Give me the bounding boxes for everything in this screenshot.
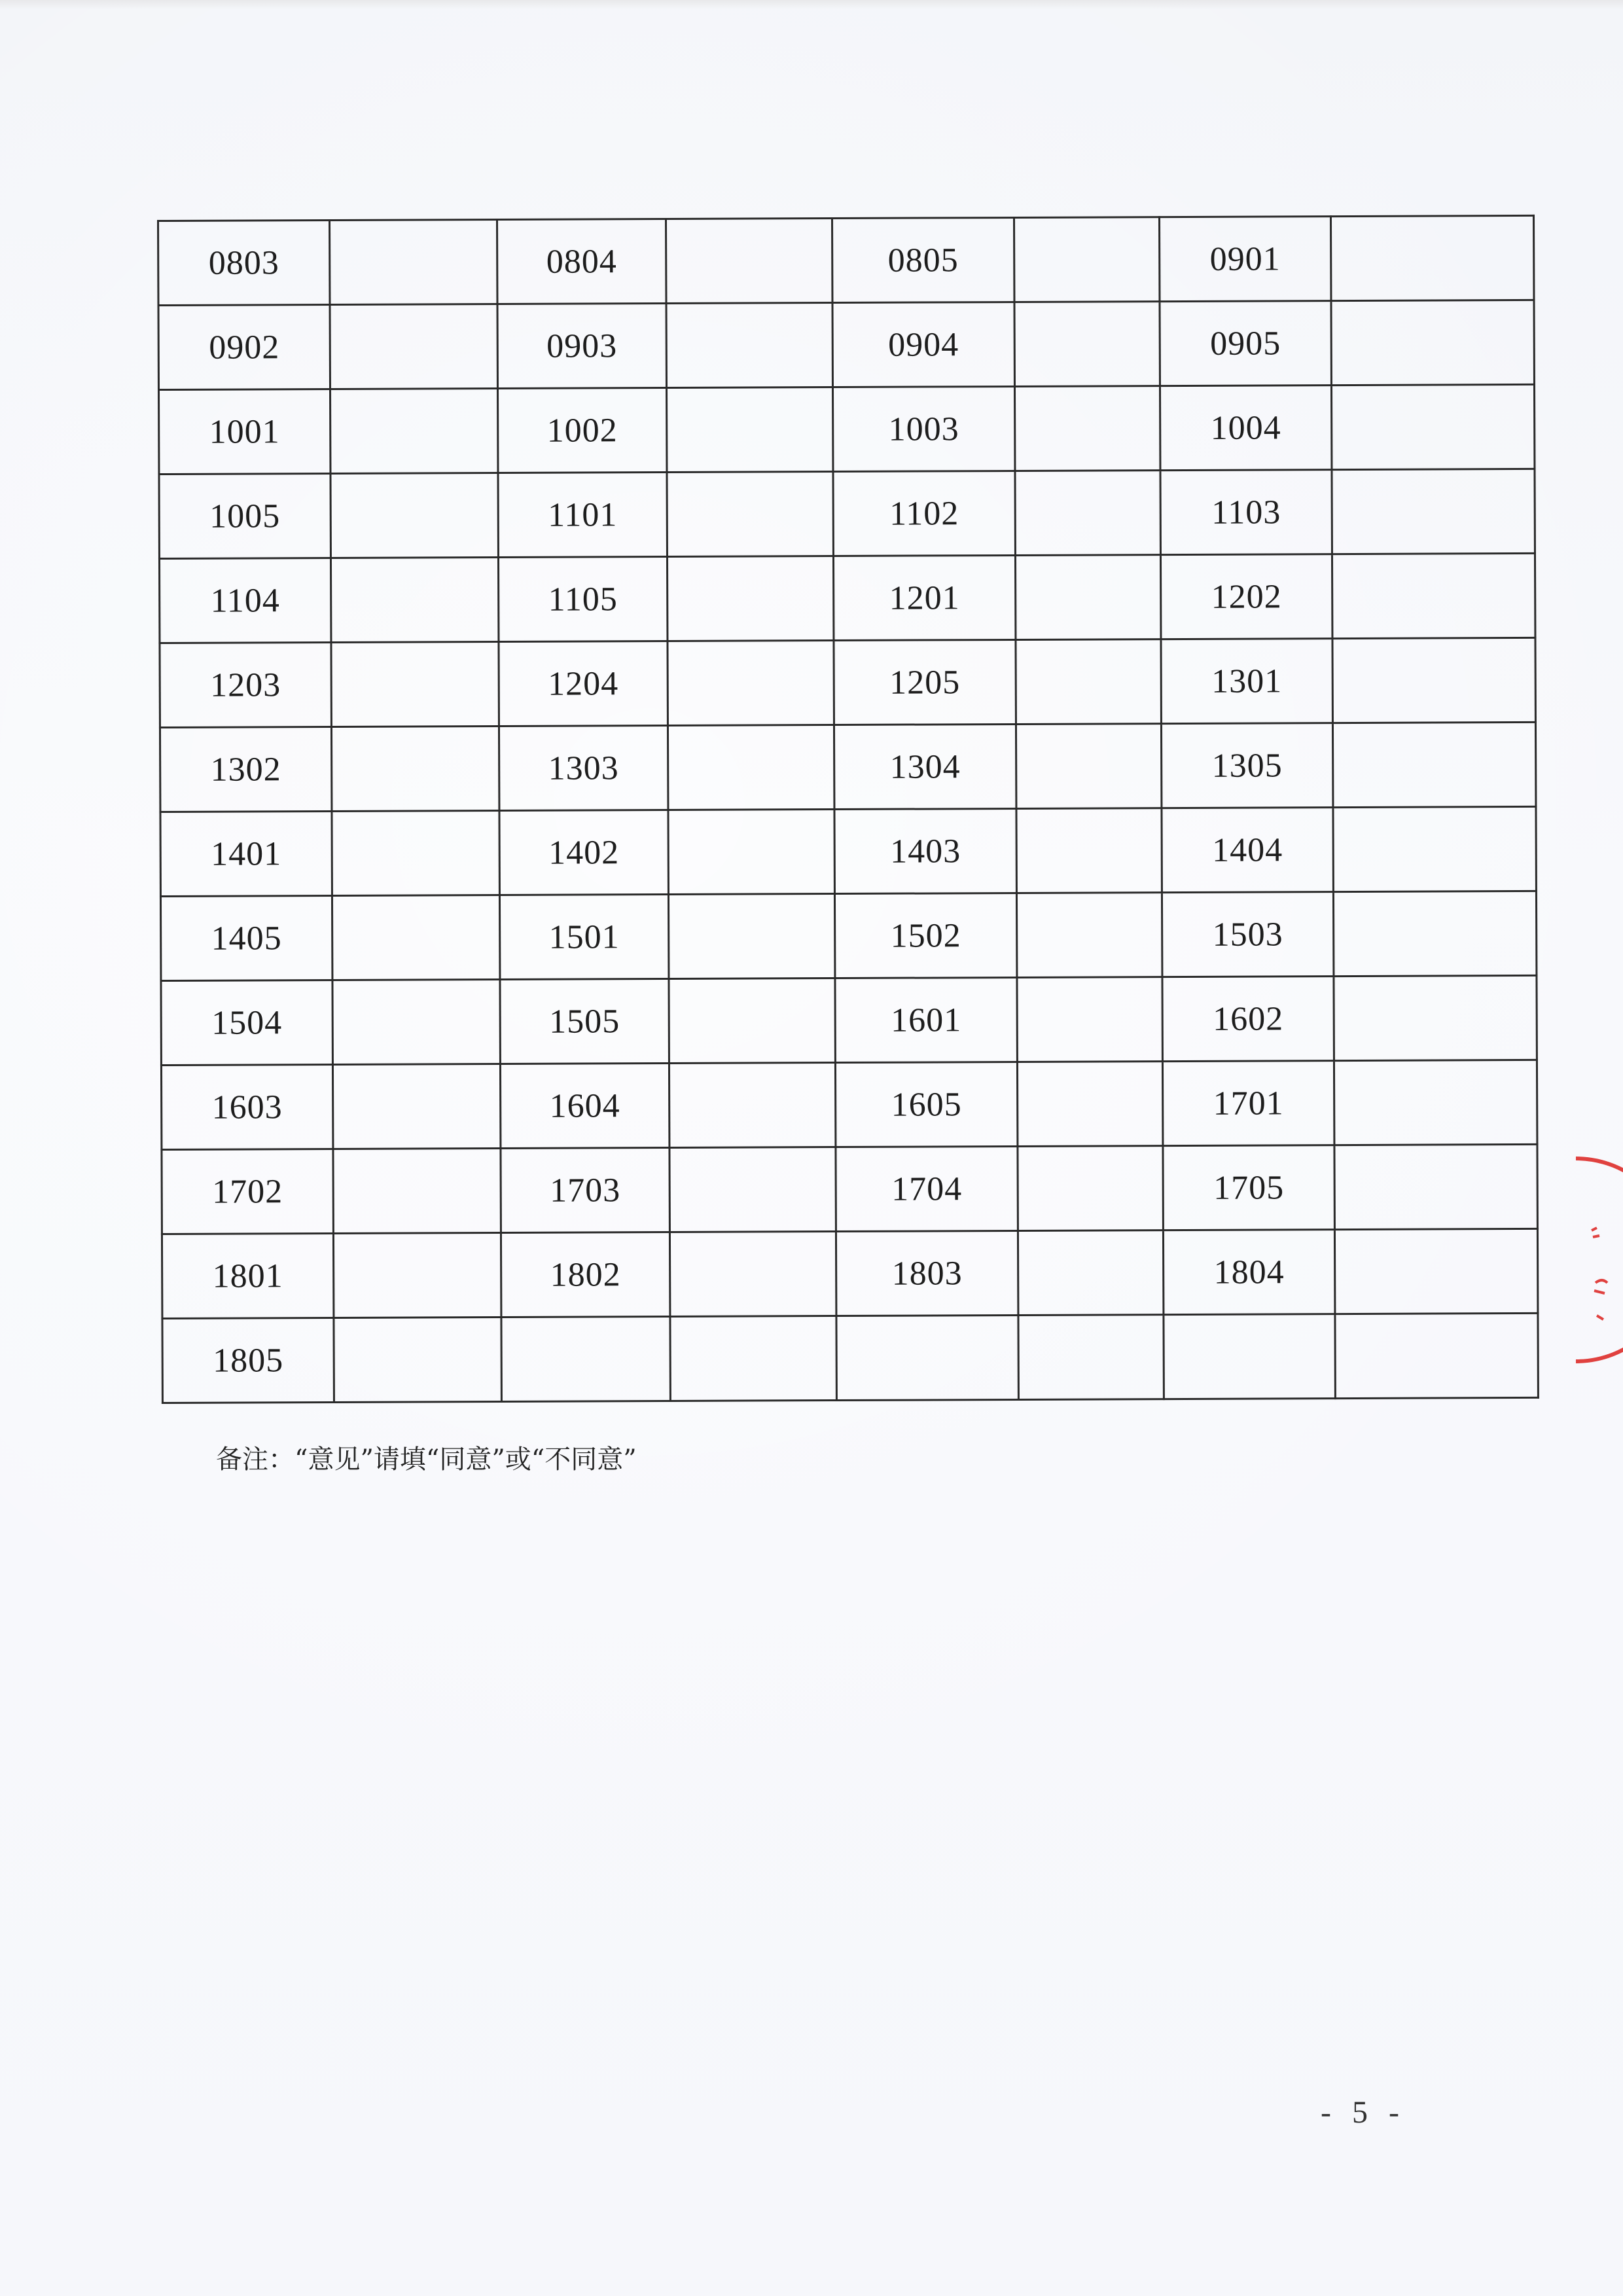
room-number-cell: 1205	[834, 639, 1016, 725]
room-number-cell: 1304	[834, 724, 1016, 809]
room-number-cell: 0805	[832, 217, 1014, 302]
opinion-cell	[1018, 1146, 1163, 1231]
opinion-cell	[332, 895, 499, 980]
opinion-cell	[669, 1232, 836, 1317]
opinion-cell	[330, 473, 498, 558]
opinion-cell	[1017, 1062, 1162, 1147]
room-number-cell: 1405	[160, 895, 332, 980]
table-row	[160, 806, 1536, 896]
room-number-cell: 1004	[1160, 386, 1331, 471]
room-number-cell: 1802	[501, 1232, 669, 1318]
opinion-cell	[332, 810, 499, 895]
opinion-cell	[1334, 1060, 1537, 1145]
room-number-cell: 1001	[158, 389, 330, 474]
opinion-cell	[1331, 300, 1534, 385]
room-number-cell: 1303	[499, 726, 668, 811]
room-number-cell: 1803	[836, 1230, 1018, 1316]
opinion-cell	[1016, 893, 1162, 978]
room-number-cell: 1202	[1160, 554, 1332, 639]
room-number-cell: 1502	[834, 893, 1016, 978]
vote-table-container	[157, 215, 1537, 1404]
opinion-cell	[1014, 386, 1160, 471]
room-number-cell: 1404	[1162, 808, 1333, 893]
seal-graphic	[1550, 1152, 1623, 1368]
page-number: - 5 -	[1321, 2095, 1406, 2130]
opinion-cell	[330, 220, 497, 305]
room-number-cell: 1504	[161, 980, 332, 1065]
room-number-cell	[836, 1315, 1018, 1400]
opinion-cell	[669, 1147, 836, 1232]
opinion-cell	[330, 304, 497, 389]
opinion-cell	[1015, 471, 1160, 556]
opinion-cell	[1333, 891, 1536, 976]
room-number-cell: 1104	[159, 558, 330, 643]
vote-table-body	[158, 215, 1539, 1403]
room-number-cell: 1705	[1163, 1145, 1334, 1230]
room-number-cell: 1503	[1162, 892, 1333, 977]
room-number-cell: 1805	[162, 1318, 334, 1403]
room-number-cell: 1401	[160, 811, 332, 896]
room-number-cell: 1002	[497, 388, 666, 473]
opinion-cell	[1334, 1229, 1537, 1314]
vote-table	[157, 215, 1539, 1404]
opinion-cell	[1018, 1230, 1163, 1316]
opinion-cell	[669, 978, 835, 1064]
opinion-cell	[666, 387, 832, 473]
remark-note: 备注：“意见”请填“同意”或“不同意”	[216, 1444, 637, 1475]
table-row	[162, 1313, 1538, 1403]
room-number-cell: 1102	[833, 471, 1015, 556]
room-number-cell: 1302	[160, 726, 331, 812]
room-number-cell: 1703	[501, 1148, 669, 1233]
opinion-cell	[1335, 1313, 1538, 1398]
opinion-cell	[1330, 215, 1533, 300]
room-number-cell: 1003	[832, 386, 1014, 471]
table-row	[158, 384, 1534, 474]
table-row	[159, 469, 1535, 558]
room-number-cell: 0804	[497, 219, 666, 304]
opinion-cell	[1014, 217, 1159, 302]
opinion-cell	[331, 642, 499, 727]
room-number-cell: 0803	[158, 220, 330, 305]
opinion-cell	[333, 1148, 501, 1233]
table-row	[160, 891, 1536, 980]
room-number-cell: 1402	[499, 810, 668, 895]
room-number-cell: 1603	[161, 1064, 332, 1149]
room-number-cell: 0902	[158, 304, 330, 389]
table-row	[160, 722, 1535, 812]
opinion-cell	[668, 810, 834, 895]
opinion-cell	[1334, 975, 1537, 1060]
opinion-cell	[1332, 637, 1535, 723]
room-number-cell: 1601	[835, 977, 1017, 1062]
room-number-cell: 1305	[1161, 723, 1332, 808]
opinion-cell	[1334, 1144, 1537, 1229]
table-row	[158, 215, 1534, 305]
room-number-cell: 1804	[1163, 1230, 1334, 1315]
room-number-cell: 1201	[833, 555, 1015, 640]
room-number-cell: 1701	[1162, 1061, 1334, 1146]
scan-edge	[0, 0, 1623, 9]
room-number-cell	[501, 1317, 670, 1402]
room-number-cell: 1704	[836, 1146, 1018, 1231]
opinion-cell	[668, 725, 834, 810]
room-number-cell: 1203	[160, 642, 331, 727]
room-number-cell: 1602	[1162, 977, 1334, 1062]
opinion-cell	[330, 558, 498, 643]
table-row	[162, 1229, 1537, 1318]
official-seal-stamp	[1550, 1152, 1623, 1368]
room-number-cell: 1702	[162, 1149, 333, 1234]
opinion-cell	[669, 1063, 835, 1148]
opinion-cell	[1332, 553, 1535, 638]
opinion-cell	[1331, 384, 1534, 469]
room-number-cell: 0903	[497, 304, 666, 389]
opinion-cell	[1333, 806, 1536, 891]
room-number-cell: 1101	[498, 473, 667, 558]
room-number-cell: 1501	[499, 895, 668, 980]
opinion-cell	[1332, 469, 1535, 554]
opinion-cell	[1018, 1315, 1164, 1400]
opinion-cell	[666, 219, 832, 304]
opinion-cell	[334, 1317, 501, 1402]
opinion-cell	[1016, 639, 1161, 725]
room-number-cell: 1505	[500, 979, 669, 1064]
room-number-cell: 0901	[1159, 217, 1330, 302]
opinion-cell	[333, 1232, 501, 1318]
table-row	[161, 1060, 1537, 1149]
room-number-cell: 0904	[832, 302, 1014, 387]
room-number-cell	[1164, 1314, 1335, 1399]
room-number-cell: 1605	[835, 1062, 1017, 1147]
opinion-cell	[332, 1064, 500, 1149]
room-number-cell: 1301	[1161, 639, 1332, 724]
opinion-cell	[1017, 977, 1162, 1062]
opinion-cell	[330, 389, 497, 474]
room-number-cell: 1403	[834, 808, 1016, 893]
table-row	[159, 553, 1535, 643]
opinion-cell	[1015, 555, 1160, 640]
room-number-cell: 1103	[1160, 470, 1332, 555]
room-number-cell: 1604	[500, 1064, 669, 1149]
opinion-cell	[668, 641, 834, 726]
room-number-cell: 1204	[499, 641, 668, 726]
opinion-cell	[667, 556, 833, 641]
opinion-cell	[1332, 722, 1535, 807]
opinion-cell	[670, 1316, 836, 1401]
table-row	[160, 637, 1535, 727]
table-row	[162, 1144, 1537, 1234]
room-number-cell: 1105	[498, 557, 667, 642]
room-number-cell: 1005	[159, 473, 330, 558]
opinion-cell	[1016, 808, 1162, 893]
opinion-cell	[1014, 302, 1160, 387]
room-number-cell: 0905	[1160, 301, 1331, 386]
opinion-cell	[668, 894, 834, 979]
opinion-cell	[1016, 724, 1161, 809]
opinion-cell	[666, 303, 832, 388]
opinion-cell	[331, 726, 499, 811]
opinion-cell	[332, 979, 500, 1064]
table-row	[158, 300, 1534, 389]
table-row	[161, 975, 1537, 1065]
opinion-cell	[667, 472, 833, 557]
room-number-cell: 1801	[162, 1233, 333, 1318]
